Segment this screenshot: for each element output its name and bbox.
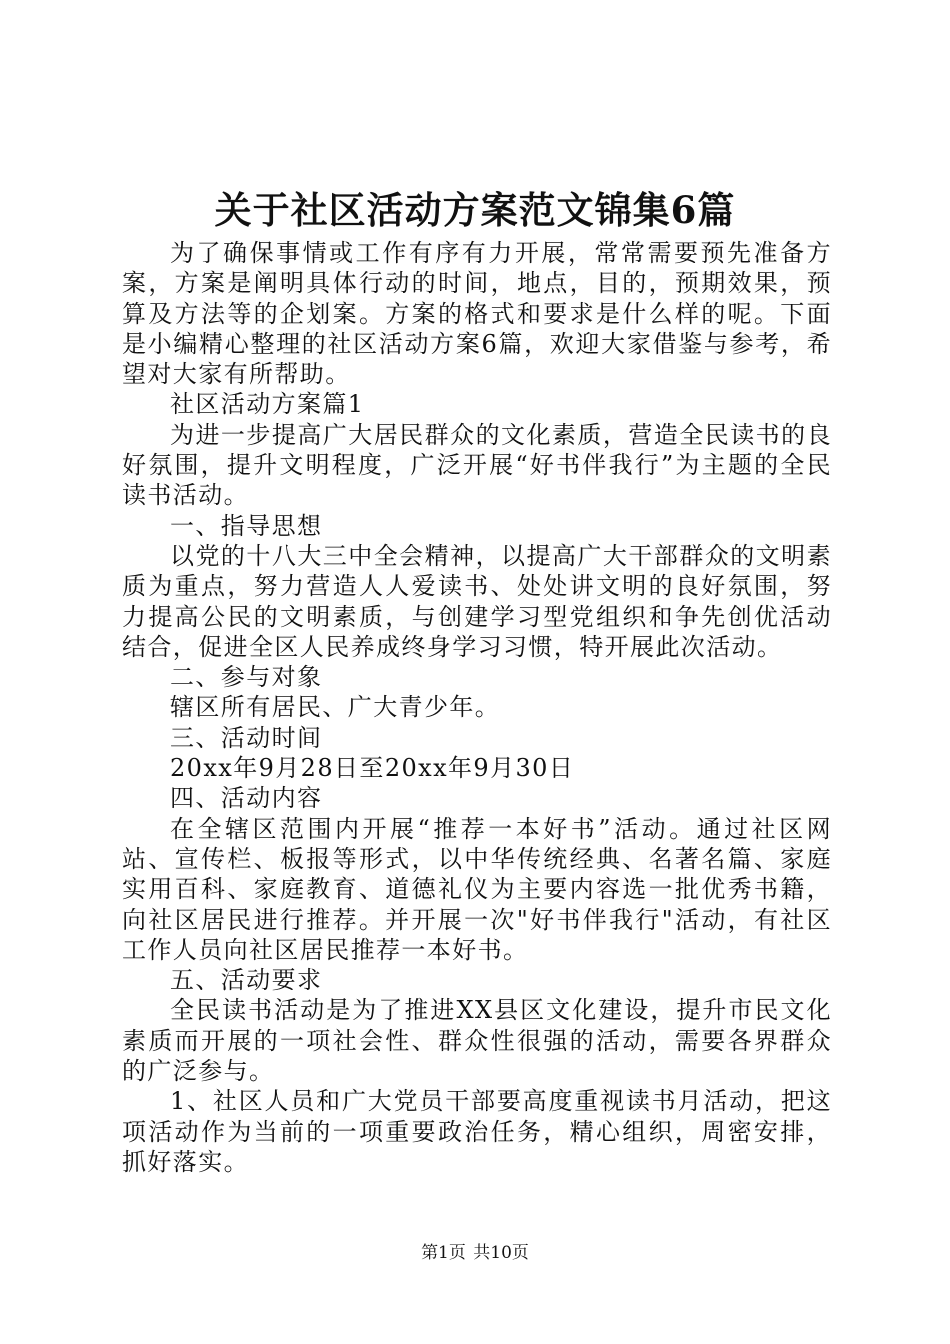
section-heading-content: 四、活动内容: [170, 784, 323, 813]
paragraph-participants: 辖区所有居民、广大青少年。: [170, 693, 501, 722]
section-heading-participants: 二、参与对象: [170, 663, 323, 692]
section-heading-requirements: 五、活动要求: [170, 966, 323, 995]
document-title: 关于社区活动方案范文锦集6篇: [214, 188, 736, 232]
page-total: 共10页: [473, 1243, 529, 1263]
page-number: 第1页: [421, 1243, 466, 1263]
document-body: [122, 238, 832, 1177]
paragraph-guiding-thought: 以党的十八大三中全会精神，以提高广大干部群众的文明素质为重点，努力营造人人爱读书、处处讲文明的良好氛围，努力提高公民的文明素质，与创建学习型党组织和争先创优活动结合，促进全区人民养成终身学习习惯，特开展此次活动。: [122, 541, 832, 661]
paragraph-purpose: 为进一步提高广大居民群众的文化素质，营造全民读书的良好氛围，提升文明程度，广泛开展“好书伴我行”为主题的全民读书活动。: [122, 420, 832, 510]
page-footer: [0, 1241, 950, 1265]
section-heading-plan-1: 社区活动方案篇1: [170, 390, 365, 419]
section-heading-time: 三、活动时间: [170, 723, 323, 752]
paragraph-content: 在全辖区范围内开展“推荐一本好书”活动。通过社区网站、宣传栏、板报等形式，以中华传统经典、名著名篇、家庭实用百科、家庭教育、道德礼仪为主要内容选一批优秀书籍，向社区居民进行推荐。并开展一次"好书伴我行"活动，有社区工作人员向社区居民推荐一本好书。: [122, 814, 832, 964]
paragraph-intro: 为了确保事情或工作有序有力开展，常常需要预先准备方案，方案是阐明具体行动的时间，地点，目的，预期效果，预算及方法等的企划案。方案的格式和要求是什么样的呢。下面是小编精心整理的社区活动方案6篇，欢迎大家借鉴与参考，希望对大家有所帮助。: [122, 239, 832, 389]
paragraph-requirement-1: 1、社区人员和广大党员干部要高度重视读书月活动，把这项活动作为当前的一项重要政治任务，精心组织，周密安排，抓好落实。: [122, 1087, 832, 1176]
paragraph-requirements: 全民读书活动是为了推进XX县区文化建设，提升市民文化素质而开展的一项社会性、群众性很强的活动，需要各界群众的广泛参与。: [122, 996, 832, 1086]
paragraph-time: 20xx年9月28日至20xx年9月30日: [170, 754, 575, 783]
section-heading-guiding-thought: 一、指导思想: [170, 511, 323, 540]
